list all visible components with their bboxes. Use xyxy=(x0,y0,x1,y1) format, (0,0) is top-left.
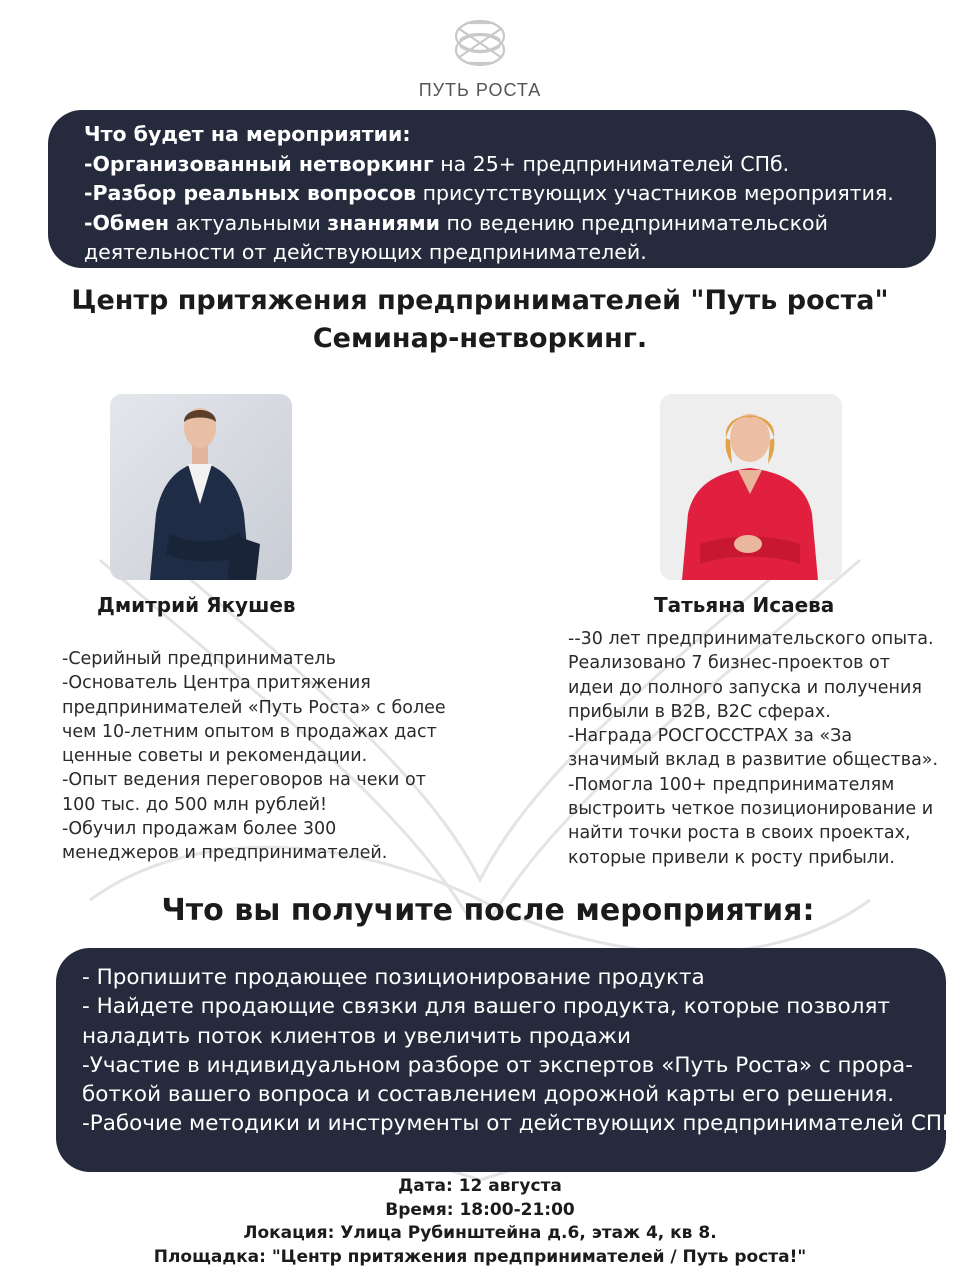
bio-line: идеи до полного запуска и получения xyxy=(568,677,922,698)
bio-line: которые привели к росту прибыли. xyxy=(568,847,895,868)
event-details xyxy=(0,1175,960,1269)
event-location: Локация: Улица Рубинштейна д.6, этаж 4, кв 8. xyxy=(243,1223,717,1243)
bio-line: -Серийный предприниматель xyxy=(62,649,336,669)
bio-line: -Опыт ведения переговоров на чеки от xyxy=(62,770,426,791)
benefits-title: Что вы получите после мероприятия: xyxy=(161,893,815,928)
bio-line: ценные советы и рекомендации. xyxy=(62,746,368,767)
event-time: Время: 18:00-21:00 xyxy=(385,1199,575,1220)
speaker-name: Татьяна Исаева xyxy=(654,593,835,617)
speaker-bio-dmitry xyxy=(62,647,446,866)
benefits-box xyxy=(56,948,957,1172)
agenda-item: -Организованный нетворкинг на 25+ предпринимателей СПб. xyxy=(84,151,790,176)
bio-line: предпринимателей «Путь Роста» с более xyxy=(62,697,446,718)
bio-line: прибыли в В2В, В2С сферах. xyxy=(568,701,831,722)
event-date: Дата: 12 августа xyxy=(398,1176,562,1196)
benefit-line: - Найдете продающие связки для вашего продукта, которые позволят xyxy=(82,994,890,1020)
agenda-heading: Что будет на мероприятии: xyxy=(84,122,411,146)
event-agenda-box xyxy=(48,110,936,268)
knot-logo-icon xyxy=(448,14,512,72)
benefit-line: -Участие в индивидуальном разборе от экспертов «Путь Роста» с прора- xyxy=(82,1052,913,1078)
bio-line: -Обучил продажам более 300 xyxy=(62,819,337,840)
benefit-line: - Пропишите продающее позиционирование продукта xyxy=(82,965,705,990)
brand-logo xyxy=(0,14,960,101)
event-title-line1: Центр притяжения предпринимателей "Путь роста" xyxy=(71,285,889,316)
speaker-bio-tatiana xyxy=(568,627,938,870)
bio-line: значимый вклад в развитие общества». xyxy=(568,750,939,771)
speaker-photo-dmitry xyxy=(110,394,292,580)
speaker-photo-tatiana xyxy=(660,394,842,580)
event-title-line2: Семинар-нетворкинг. xyxy=(312,323,648,354)
brand-name: ПУТЬ РОСТА xyxy=(418,80,542,100)
bio-line: менеджеров и предпринимателей. xyxy=(62,843,388,864)
bio-line: чем 10-летним опытом в продажах даст xyxy=(62,721,437,742)
speaker-name: Дмитрий Якушев xyxy=(97,593,296,617)
bio-line: Реализовано 7 бизнес-проектов от xyxy=(568,653,890,674)
bio-line: -Основатель Центра притяжения xyxy=(62,673,371,694)
benefit-line: наладить поток клиентов и увеличить продажи xyxy=(82,1023,631,1049)
bio-line: найти точки роста в своих проектах, xyxy=(568,823,911,844)
benefit-line: боткой вашего вопроса и составлением дорожной карты его решения. xyxy=(82,1082,895,1108)
bio-line: -Награда РОСГОССТРАХ за «За xyxy=(568,726,853,747)
event-title xyxy=(0,282,960,358)
agenda-item: -Обмен актуальными знаниями по ведению предпринимательской xyxy=(84,210,828,235)
agenda-item: -Разбор реальных вопросов присутствующих участников мероприятия. xyxy=(84,181,894,205)
event-venue: Площадка: "Центр притяжения предпринимателей / Путь роста!" xyxy=(153,1246,807,1267)
bio-line: 100 тыс. до 500 млн рублей! xyxy=(62,794,328,815)
bio-line: -Помогла 100+ предпринимателям xyxy=(568,774,895,795)
bio-line: выстроить четкое позиционирование и xyxy=(568,799,934,820)
bio-line: --30 лет предпринимательского опыта. xyxy=(568,629,934,649)
agenda-item: деятельности от действующих предпринимателей. xyxy=(84,240,647,264)
benefit-line: -Рабочие методики и инструменты от действующих предпринимателей СПБ xyxy=(82,1111,957,1137)
